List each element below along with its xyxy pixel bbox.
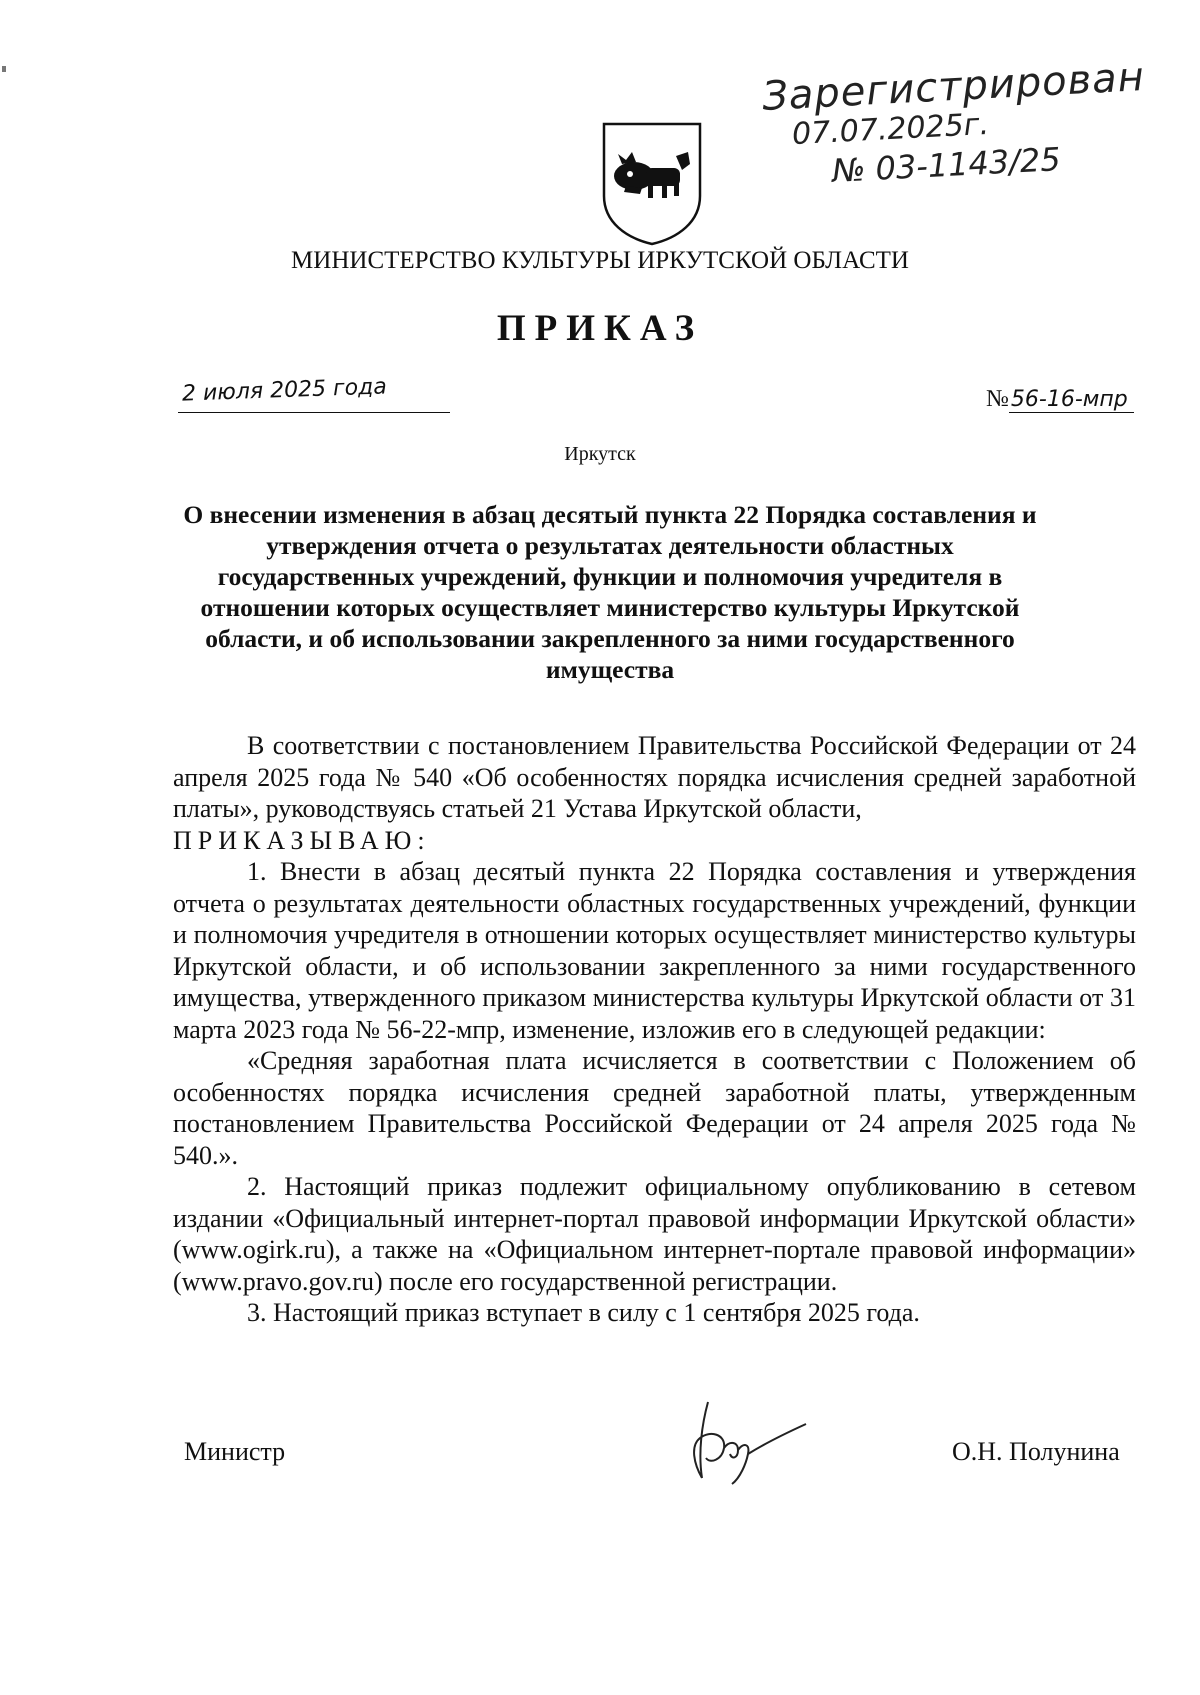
order-date-handwritten: 2 июля 2025 года <box>181 374 388 407</box>
decree-word: ПРИКАЗЫВАЮ: <box>173 825 431 855</box>
stamp-line-date: 07.07.2025г. <box>791 106 990 153</box>
item-3-paragraph: 3. Настоящий приказ вступает в силу с 1 сентября 2025 года. <box>247 1298 920 1327</box>
city-name: Иркутск <box>564 443 636 465</box>
item-2-paragraph: 2. Настоящий приказ подлежит официальному опубликованию в сетевом издании «Официальный интернет-портал правовой информации Иркутской области» (www.ogirk.ru), а также на «Официальном интернет-портале правовой информации» (www.pravo.gov.ru) после его государственной регистрации. <box>173 1172 1136 1296</box>
stamp-line-registered: Зарегистрирован <box>761 54 1146 120</box>
ministry-name: МИНИСТЕРСТВО КУЛЬТУРЫ ИРКУТСКОЙ ОБЛАСТИ <box>291 247 909 274</box>
stamp-line-number: № 03-1143/25 <box>831 140 1062 190</box>
scan-mark <box>2 66 6 72</box>
order-date-field <box>178 374 450 413</box>
item-1-paragraph: 1. Внести в абзац десятый пункта 22 Порядка составления и утверждения отчета о результатах деятельности областных государственных учреждений, функции и полномочия учредителя в отношении которых осуществляет министерство культуры Иркутской области, и об использовании закрепленного за ними государственного имущества, утвержденного приказом министерства культуры Иркутской области от 31 марта 2023 года № 56-22-мпр, изменение, изложив его в следующей редакции: <box>173 857 1136 1044</box>
quoted-text-paragraph: «Средняя заработная плата исчисляется в соответствии с Положением об особенностях порядка исчисления средней заработной платы, утвержденным постановлением Правительства Российской Федерации от 24 апреля 2025 года № 540.». <box>173 1046 1136 1170</box>
preamble-paragraph: В соответствии с постановлением Правительства Российской Федерации от 24 апреля 2025 года № 540 «Об особенностях порядка исчисления средней заработной платы», руководствуясь статьей 21 Устава Иркутской области, <box>173 731 1136 823</box>
order-body <box>173 730 1136 1329</box>
signer-role: Министр <box>184 1437 286 1466</box>
registration-stamp <box>752 54 1146 190</box>
order-number-prefix: № <box>986 386 1009 412</box>
handwritten-signature <box>680 1394 812 1490</box>
order-heading: О внесении изменения в абзац десятый пункта 22 Порядка составления и утверждения отчета о результатах деятельности областных государственных учреждений, функции и полномочия учредителя в отношении которых осуществляет министерство культуры Иркутской области, и об использовании закрепленного за ними государственного имущества <box>183 500 1037 684</box>
document-type-title: ПРИКАЗ <box>496 308 704 349</box>
order-number-field <box>986 386 1134 413</box>
coat-of-arms-icon <box>596 118 708 246</box>
signer-name: О.Н. Полунина <box>952 1437 1120 1466</box>
order-number-handwritten: 56-16-мпр <box>1009 387 1134 413</box>
